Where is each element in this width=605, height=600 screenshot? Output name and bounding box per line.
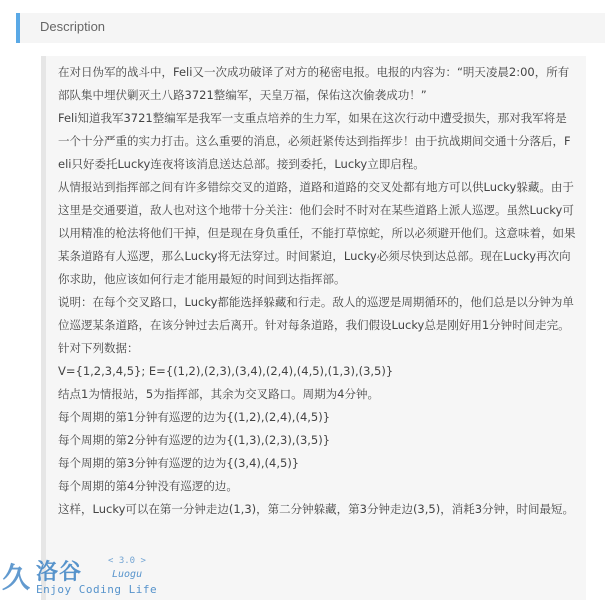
watermark-slogan: Enjoy Coding Life [36, 583, 158, 596]
paragraph: V={1,2,3,4,5}; E={(1,2),(2,3),(3,4),(2,4),(4,5),(1,3),(3,5)} [58, 364, 394, 378]
description-text [58, 61, 576, 521]
luogu-logo-icon: 久 [2, 561, 31, 594]
paragraph: 每个周期的第4分钟没有巡逻的边。 [58, 479, 238, 493]
watermark-version: < 3.0 > [108, 556, 146, 566]
paragraph: 说明：在每个交叉路口，Lucky都能选择躲藏和行走。敌人的巡逻是周期循环的，他们总是以分钟为单位巡逻某条道路，在该分钟过去后离开。针对每条道路，我们假设Lucky总是刚好用1分钟时间走完。 [58, 295, 574, 332]
paragraph: Feli知道我军3721整编军是我军一支重点培养的生力军，如果在这次行动中遭受损失，那对我军将是一个十分严重的实力打击。这么重要的消息，必须赶紧传达到指挥步！由于抗战期间交通十分落后，Feli只好委托Lucky连夜将该消息送达总部。接到委托，Lucky立即启程。 [58, 111, 571, 171]
paragraph: 每个周期的第1分钟有巡逻的边为{(1,2),(2,4),(4,5)} [58, 410, 331, 424]
paragraph: 每个周期的第2分钟有巡逻的边为{(1,3),(2,3),(3,5)} [58, 433, 331, 447]
watermark-title: 洛谷 [36, 560, 83, 585]
paragraph: 从情报站到指挥部之间有许多错综交叉的道路，道路和道路的交叉处都有地方可以供Lucky躲藏。由于这里是交通要道，敌人也对这个地带十分关注：他们会时不时对在某些道路上派人巡逻。虽然Lucky可以用精准的枪法将他们干掉，但是现在身负重任，不能打草惊蛇，所以必须避开他们。这意味着，如果某条道路有人巡逻，那么Lucky将无法穿过。时间紧迫，Lucky必须尽快到达总部。现在Lucky再次向你求助，他应该如何行走才能用最短的时间到达指挥部。 [58, 180, 576, 286]
section-title: Description [40, 19, 106, 34]
watermark-latin: Luogu [112, 569, 143, 580]
paragraph: 每个周期的第3分钟有巡逻的边为{(3,4),(4,5)} [58, 456, 300, 470]
paragraph: 针对下列数据： [58, 341, 139, 355]
paragraph: 结点1为情报站，5为指挥部，其余为交叉路口。周期为4分钟。 [58, 387, 379, 401]
luogu-watermark [0, 552, 170, 600]
description-content [41, 56, 586, 600]
paragraph: 在对日伪军的战斗中，Feli又一次成功破译了对方的秘密电报。电报的内容为：“明天凌晨2:00，所有部队集中埋伏剿灭土八路3721整编军，天皇万福，保佑这次偷袭成功！” [58, 65, 570, 102]
description-header [16, 13, 605, 43]
paragraph: 这样，Lucky可以在第一分钟走边(1,3)，第二分钟躲藏，第3分钟走边(3,5)，消耗3分钟，时间最短。 [58, 502, 575, 516]
